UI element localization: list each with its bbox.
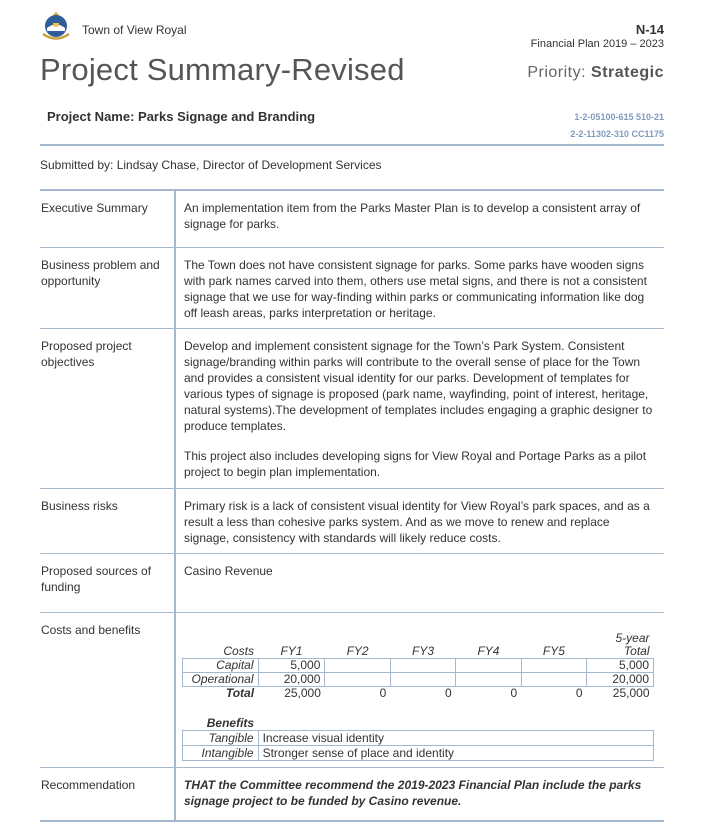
table-row — [183, 731, 654, 746]
cell — [521, 673, 586, 687]
row-label: Costs and benefits — [40, 613, 176, 767]
row-costs-benefits — [40, 613, 664, 768]
row-recommendation — [40, 768, 664, 822]
row-executive-summary — [40, 189, 664, 248]
row-value: Casino Revenue — [184, 564, 273, 578]
cell: 5,000 — [258, 659, 325, 673]
col-header-costs: Costs — [223, 644, 255, 658]
cell — [521, 659, 586, 673]
costs-table — [182, 632, 654, 700]
row-funding — [40, 554, 664, 613]
row-label: Business problem and opportunity — [40, 248, 176, 328]
row-value: The Town does not have consistent signage for parks. Some parks have wooden signs with park names carved into them, others use metal signs, and there is not a consistent signage that we use for way-finding within parks or communicating information like dog off leash areas, parks interpretation or heritage. — [184, 258, 647, 320]
row-objectives — [40, 329, 664, 489]
benefit-value-intangible: Stronger sense of place and identity — [258, 746, 653, 761]
town-name: Town of View Royal — [82, 23, 187, 37]
page-title: Project Summary-Revised — [40, 52, 405, 87]
benefit-label-tangible: Tangible — [183, 731, 259, 746]
table-row — [183, 746, 654, 761]
benefit-label-intangible: Intangible — [183, 746, 259, 761]
row-label-capital: Capital — [183, 659, 259, 673]
priority-value: Strategic — [591, 64, 664, 81]
cell: 0 — [510, 686, 518, 700]
row-label: Proposed sources of funding — [40, 554, 176, 612]
objectives-paragraph-1: Develop and implement consistent signage for the Town’s Park System. Consistent signage/branding within parks will contribute to the overall sense of place for the Town and provides a consistent visual identity for our parks. Development of templates for various types of signage is proposed (park name, wayfinding, point of interest, heritage, natural systems).The development of templates includes engaging a graphic designer to produce templates. — [184, 339, 653, 433]
cell: 0 — [575, 686, 583, 700]
table-row — [183, 659, 654, 673]
col-header-fy2: FY2 — [346, 644, 369, 658]
row-label-operational: Operational — [183, 673, 259, 687]
cell: 0 — [379, 686, 387, 700]
account-code-1: 1-2-05100-615 510-21 — [574, 112, 664, 122]
submitted-by: Submitted by: Lindsay Chase, Director of Development Services — [40, 158, 382, 172]
row-value: An implementation item from the Parks Master Plan is to develop a consistent array of signage for parks. — [184, 201, 641, 231]
cell: 20,000 — [587, 673, 654, 687]
account-code-2: 2-2-11302-310 CC1175 — [570, 129, 664, 139]
row-value: THAT the Committee recommend the 2019-2023 Financial Plan include the parks signage project to be funded by Casino revenue. — [184, 778, 642, 808]
col-header-5year: 5-year — [615, 631, 650, 645]
priority — [527, 64, 664, 82]
cell — [325, 673, 390, 687]
col-header-fy4: FY4 — [477, 644, 500, 658]
row-label: Recommendation — [40, 768, 176, 820]
cell: 20,000 — [258, 673, 325, 687]
row-label: Executive Summary — [40, 191, 176, 247]
cell: 5,000 — [587, 659, 654, 673]
cell — [390, 659, 455, 673]
cell — [456, 659, 521, 673]
plan-period: Financial Plan 2019 – 2023 — [530, 38, 664, 50]
col-header-total: Total — [623, 644, 650, 658]
cell — [325, 659, 390, 673]
cell: 25,000 — [284, 686, 321, 700]
cell — [390, 673, 455, 687]
row-value — [176, 613, 664, 767]
table-row — [183, 673, 654, 687]
row-business-problem — [40, 248, 664, 329]
town-crest-icon — [40, 10, 72, 44]
row-value: Primary risk is a lack of consistent visual identity for View Royal’s park spaces, and as a result a less than cohesive parks system. And as we move to renew and replace signage, consistency with standards will likely reduce costs. — [184, 499, 650, 545]
col-header-fy1: FY1 — [280, 644, 303, 658]
row-label-total: Total — [225, 686, 255, 700]
project-summary-table — [40, 189, 664, 822]
benefit-value-tangible: Increase visual identity — [258, 731, 653, 746]
row-value — [176, 329, 664, 488]
row-label: Business risks — [40, 489, 176, 553]
priority-label: Priority: — [527, 64, 587, 81]
cell: 0 — [445, 686, 452, 700]
header-divider — [40, 144, 664, 146]
row-business-risks — [40, 489, 664, 554]
benefits-title: Benefits — [206, 716, 255, 730]
col-header-fy3: FY3 — [412, 644, 435, 658]
cell — [456, 673, 521, 687]
cell: 25,000 — [612, 686, 650, 700]
row-label: Proposed project objectives — [40, 329, 176, 488]
benefits-table — [182, 716, 654, 761]
table-row — [183, 687, 654, 701]
document-code: N-14 — [635, 22, 664, 37]
col-header-fy5: FY5 — [542, 644, 565, 658]
objectives-paragraph-2: This project also includes developing signs for View Royal and Portage Parks as a pilot project to begin plan implementation. — [184, 449, 647, 479]
project-name: Project Name: Parks Signage and Branding — [47, 109, 316, 124]
